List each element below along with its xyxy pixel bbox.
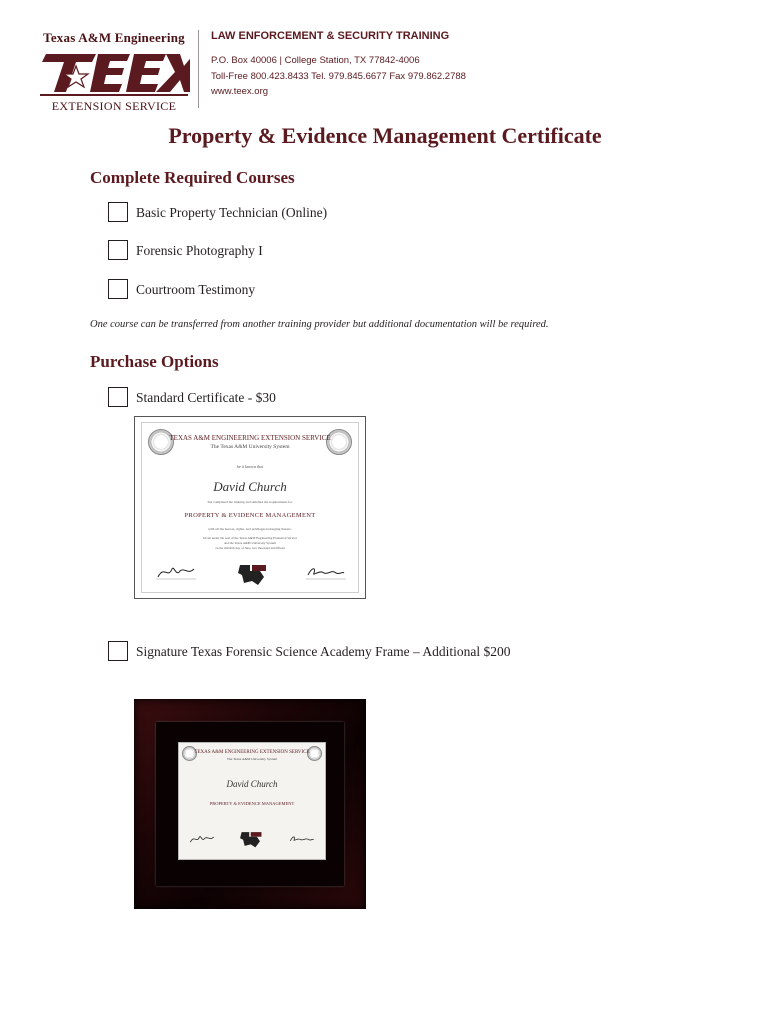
cert-given-1: Given under the seal of the Texas A&M Engineering Extension Service [202,536,298,540]
cert-intro: be it known that [237,464,263,469]
standard-certificate-checkbox[interactable] [108,387,128,407]
course-1-label: Basic Property Technician (Online) [136,205,328,220]
framed-signature-right [289,833,315,845]
framed-certificate-image [134,699,366,909]
address-line: P.O. Box 40006 | College Station, TX 77842-4006 [211,55,420,66]
cert-program: PROPERTY & EVIDENCE MANAGEMENT [184,512,316,519]
transfer-note: One course can be transferred from another training provider but additional documentation will be required. [90,319,549,330]
org-name-bottom: EXTENSION SERVICE [51,99,177,113]
cert-recipient: David Church [213,479,287,494]
framed-cert-header: TEXAS A&M ENGINEERING EXTENSION SERVICE [194,750,310,755]
signature-frame-label: Signature Texas Forensic Science Academy Frame – Additional $200 [136,644,511,659]
framed-cert-program: PROPERTY & EVIDENCE MANAGEMENT [209,801,295,806]
website-link[interactable]: www.teex.org [211,86,269,97]
course-1-checkbox[interactable] [108,202,128,222]
signature-left [156,563,196,581]
teex-logo-mark [38,48,190,98]
cert-rights: with all the honors, rights, and privileges belonging thereto. [208,527,292,531]
framed-cert-system: The Texas A&M University System [226,757,278,761]
org-name-top: Texas A&M Engineering [43,30,185,45]
framed-signature-left [189,833,215,845]
course-3-checkbox[interactable] [108,279,128,299]
texas-forensic-badge-icon [234,561,268,587]
signature-frame-checkbox[interactable] [108,641,128,661]
purchase-options-heading: Purchase Options [90,352,219,371]
state-seal-icon [326,429,352,455]
standard-certificate-label: Standard Certificate - $30 [136,390,276,405]
framed-cert-recipient: David Church [226,779,278,789]
standard-certificate-image [134,416,366,599]
cert-header: TEXAS A&M ENGINEERING EXTENSION SERVICE [169,434,331,442]
course-3-label: Courtroom Testimony [136,282,256,297]
cert-given-3: on the thirtieth day of June, two thousand and fifteen [215,546,285,550]
letterhead-divider [198,30,199,108]
cert-system: The Texas A&M University System [210,444,290,450]
cert-completed: has completed the training and satisfied the requirements for [207,500,293,504]
framed-certificate-document [178,742,326,860]
course-2-label: Forensic Photography I [136,243,263,258]
framed-texas-badge-icon [237,829,263,849]
required-courses-heading: Complete Required Courses [90,168,295,187]
teex-seal-icon [148,429,174,455]
course-2-checkbox[interactable] [108,240,128,260]
division-title: LAW ENFORCEMENT & SECURITY TRAINING [211,30,450,42]
cert-given-2: and the Texas A&M University System [224,541,276,545]
phone-line: Toll-Free 800.423.8433 Tel. 979.845.6677 Fax 979.862.2788 [211,71,466,82]
signature-right [306,563,346,581]
document-title: Property & Evidence Management Certificate [168,123,602,148]
